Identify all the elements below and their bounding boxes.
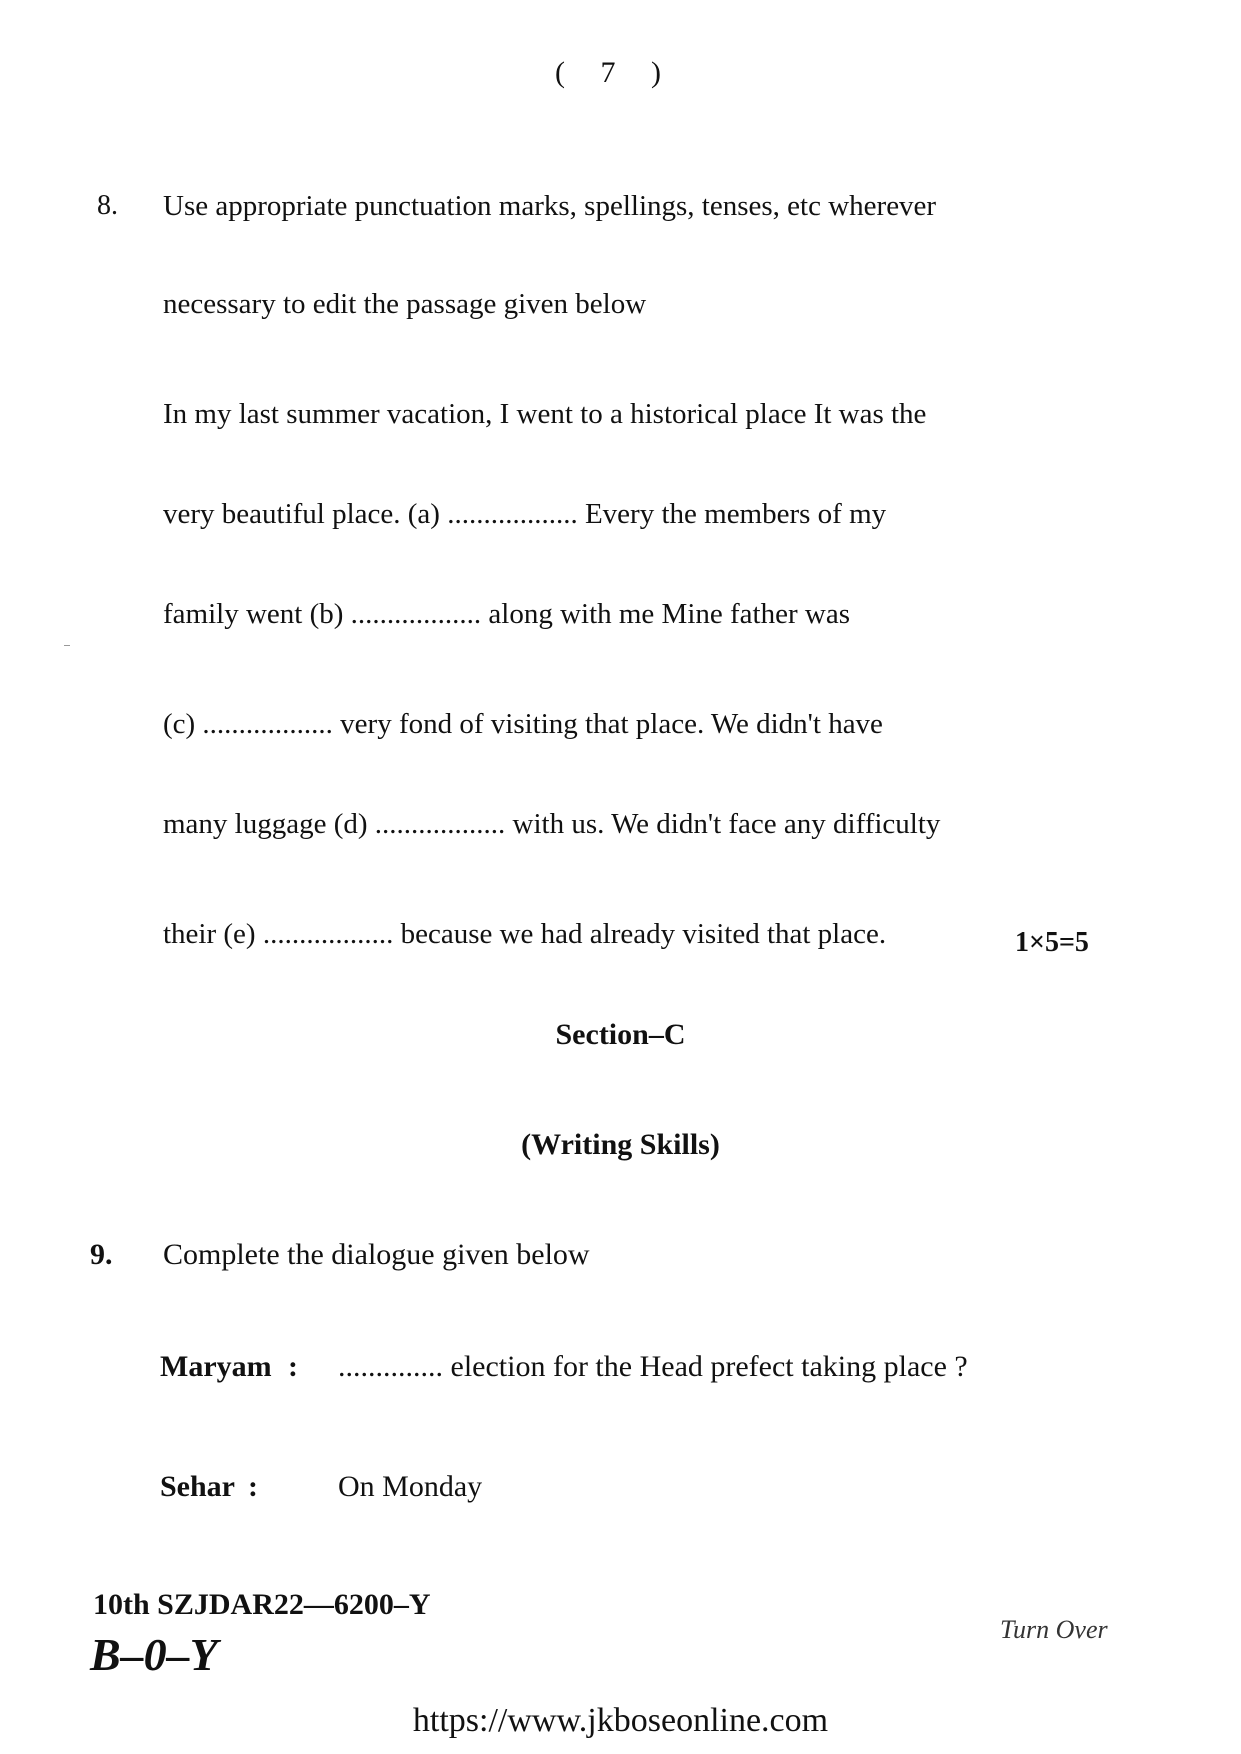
question-8-line-1: Use appropriate punctuation marks, spellings, tenses, etc wherever [163,190,937,222]
passage-line-6: their (e) .................. because we had already visited that place. [163,918,887,950]
margin-mark [64,645,70,646]
section-subtitle: (Writing Skills) [521,1128,720,1161]
question-8-number: 8. [97,190,118,221]
turn-over-note: Turn Over [1000,1615,1108,1644]
passage-line-1: In my last summer vacation, I went to a historical place It was the [163,398,927,430]
question-8-marks: 1×5=5 [1015,927,1089,958]
dialogue-line-2: On Monday [338,1470,483,1503]
passage-line-2: very beautiful place. (a) .................. Every the members of my [163,498,887,530]
source-url: https://www.jkboseonline.com [412,1702,829,1739]
dialogue-colon-1: : [288,1350,298,1383]
passage-line-3: family went (b) .................. along with me Mine father was [163,598,850,630]
question-8-line-2: necessary to edit the passage given below [163,288,647,320]
dialogue-speaker-1: Maryam [160,1350,272,1383]
dialogue-speaker-2: Sehar [160,1470,235,1503]
passage-line-4: (c) .................. very fond of visiting that place. We didn't have [163,708,883,740]
section-title: Section–C [555,1018,686,1051]
set-code: B–0–Y [90,1629,218,1680]
dialogue-line-1: .............. election for the Head prefect taking place ? [338,1350,968,1383]
passage-line-5: many luggage (d) .................. with us. We didn't face any difficulty [163,808,941,840]
paper-code: 10th SZJDAR22—6200–Y [93,1588,431,1621]
question-9-number: 9. [90,1238,113,1271]
dialogue-colon-2: : [248,1470,258,1503]
page-number: ( 7 ) [555,56,675,89]
question-9-prompt: Complete the dialogue given below [163,1238,590,1271]
